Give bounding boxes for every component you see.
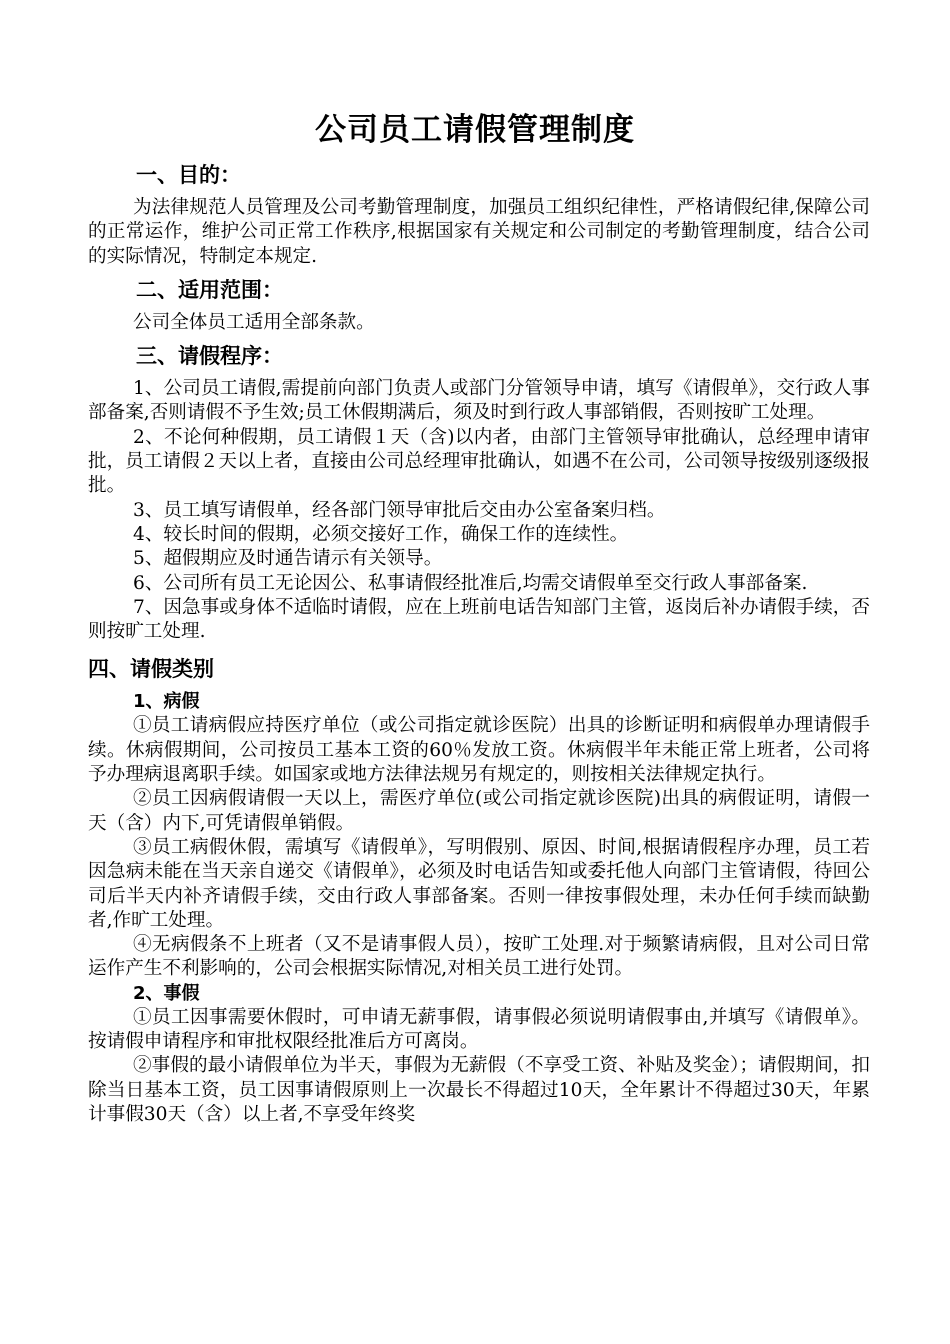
section-scope-text: 公司全体员工适用全部条款。 bbox=[133, 311, 375, 333]
procedure-item: 7、因急事或身体不适临时请假，应在上班前电话告知部门主管，返岗后补办请假手续，否则按旷工处理. bbox=[88, 596, 870, 643]
section-purpose-heading: 一、目的： bbox=[136, 163, 241, 187]
procedure-item: 4、较长时间的假期，必须交接好工作，确保工作的连续性。 bbox=[133, 523, 629, 545]
sick-leave-item: ②员工因病假请假一天以上，需医疗单位(或公司指定就诊医院)出具的病假证明，请假一天（含）内下,可凭请假单销假。 bbox=[88, 788, 870, 834]
document-title: 公司员工请假管理制度 bbox=[315, 112, 635, 148]
procedure-item: 6、公司所有员工无论因公、私事请假经批准后,均需交请假单至交行政人事部备案. bbox=[133, 572, 808, 594]
document-body bbox=[88, 160, 870, 1127]
personal-leave-heading: 2、事假 bbox=[133, 982, 200, 1004]
sick-leave-item: ④无病假条不上班者（又不是请事假人员），按旷工处理.对于频繁请病假，且对公司日常运作产生不利影响的，公司会根据实际情况,对相关员工进行处罚。 bbox=[88, 934, 870, 980]
procedure-item: 3、员工填写请假单，经各部门领导审批后交由办公室备案归档。 bbox=[133, 499, 666, 521]
procedure-item: 2、不论何种假期，员工请假１天（含)以内者，由部门主管领导审批确认，总经理申请审批，员工请假２天以上者，直接由公司总经理审批确认，如遇不在公司，公司领导按级别逐级报批。 bbox=[88, 426, 870, 497]
procedure-item: 5、超假期应及时通告请示有关领导。 bbox=[133, 548, 443, 570]
personal-leave-item: ①员工因事需要休假时，可申请无薪事假，请事假必须说明请假事由,并填写《请假单》。按请假申请程序和审批权限经批准后方可离岗。 bbox=[88, 1006, 870, 1053]
section-procedure-heading: 三、请假程序： bbox=[136, 344, 283, 369]
section-purpose-text: 为法律规范人员管理及公司考勤管理制度，加强员工组织纪律性，严格请假纪律,保障公司的正常运作，维护公司正常工作秩序,根据国家有关规定和公司制定的考勤管理制度，结合公司的实际情况，特制定本规定. bbox=[88, 197, 870, 267]
sick-leave-item: ③员工病假休假，需填写《请假单》，写明假别、原因、时间,根据请假程序办理，员工若因急病未能在当天亲自递交《请假单》，必须及时电话告知或委托他人向部门主管请假，待回公司后半天内补齐请假手续，交由行政人事部备案。否则一律按事假处理，未办任何手续而缺勤者,作旷工处理。 bbox=[88, 836, 870, 931]
section-scope-heading: 二、适用范围： bbox=[136, 277, 283, 302]
sick-leave-item: ①员工请病假应持医疗单位（或公司指定就诊医院）出具的诊断证明和病假单办理请假手续。休病假期间，公司按员工基本工资的60％发放工资。休病假半年未能正常上班者，公司将予办理病退离职手续。如国家或地方法律法规另有规定的，则按相关法律规定执行。 bbox=[88, 715, 870, 786]
procedure-item: 1、公司员工请假,需提前向部门负责人或部门分管领导申请，填写《请假单》，交行政人事部备案,否则请假不予生效;员工休假期满后，须及时到行政人事部销假，否则按旷工处理。 bbox=[88, 378, 870, 424]
section-leave-types-heading: 四、请假类别 bbox=[88, 657, 214, 682]
personal-leave-item: ②事假的最小请假单位为半天，事假为无薪假（不享受工资、补贴及奖金）；请假期间，扣除当日基本工资，员工因事请假原则上一次最长不得超过10天，全年累计不得超过30天，年累计事假30天（含）以上者,不享受年终奖 bbox=[88, 1055, 870, 1125]
sick-leave-heading: 1、病假 bbox=[133, 691, 200, 713]
